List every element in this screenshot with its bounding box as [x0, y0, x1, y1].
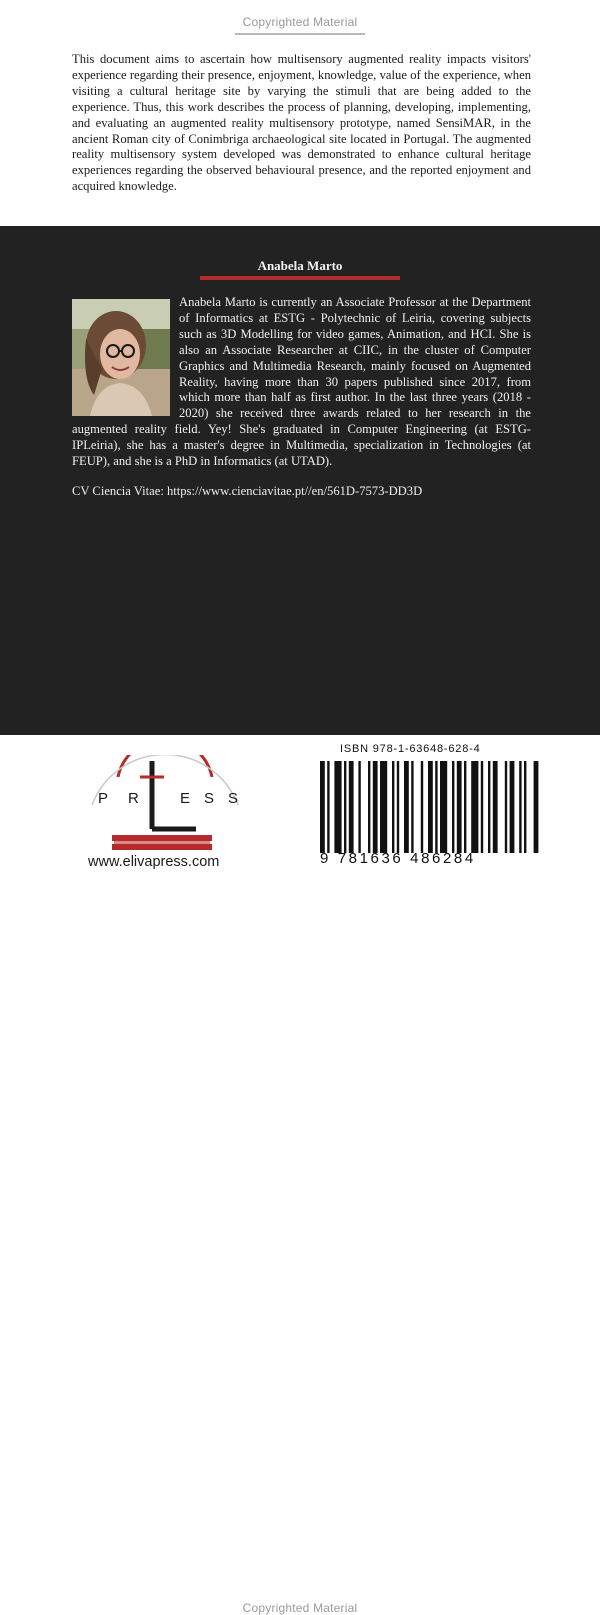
- isbn-text: ISBN 978-1-63648-628-4: [340, 743, 481, 755]
- author-bio-text: Anabela Marto is currently an Associate Professor at the Department of Informatics at ESTG - Polytechnic of Leiria, covering subjects such as 3D Modelling for video games, Animation, and HCI. She is also an Associate Researcher at CIIC, in the cluster of Computer Graphics and Multimedia Research, mainly focused on Augmented Reality, having more than 30 papers published since 2017, from which more than half as first author. In the last three years (2018 - 2020) she received three awards related to her research in the augmented reality field. Yey! She's graduated in Computer Engineering (at ESTG-IPLeiria), she has a master's degree in Multimedia, specialization in Technologies (at FEUP), and she is a PhD in Informatics (at UTAD).: [72, 295, 531, 469]
- author-bio: [72, 295, 531, 470]
- author-name-underline: [200, 276, 400, 280]
- barcode-bar: [464, 761, 466, 853]
- barcode-bar: [524, 761, 526, 853]
- barcode-bar: [440, 761, 447, 853]
- barcode-bar: [327, 761, 329, 853]
- logo-letter-e: E: [180, 790, 191, 807]
- logo-letter-s2: S: [228, 790, 239, 807]
- eliva-press-logo-icon: [80, 755, 250, 863]
- barcode-bar: [380, 761, 387, 853]
- publisher-url: www.elivapress.com: [88, 854, 220, 870]
- barcode-bar: [368, 761, 370, 853]
- barcode-bar: [392, 761, 394, 853]
- barcode-bar: [334, 761, 341, 853]
- barcode-bar: [411, 761, 413, 853]
- barcode-bars: [320, 761, 538, 853]
- barcode-bar: [435, 761, 437, 853]
- barcode-bar: [471, 761, 478, 853]
- barcode-bar: [452, 761, 454, 853]
- abstract-section: [0, 0, 600, 226]
- barcode-bar: [510, 761, 515, 853]
- back-cover-footer: [0, 735, 600, 1615]
- barcode-bar: [349, 761, 354, 853]
- barcode-bar: [320, 761, 325, 853]
- barcode-bar: [404, 761, 409, 853]
- barcode-bar: [519, 761, 521, 853]
- author-name: Anabela Marto: [257, 258, 343, 273]
- barcode-bar: [344, 761, 346, 853]
- barcode-bar: [457, 761, 462, 853]
- barcode-bar: [397, 761, 399, 853]
- barcode-bar: [428, 761, 433, 853]
- abstract-text: This document aims to ascertain how multisensory augmented reality impacts visitors' experience regarding their presence, enjoyment, knowledge, value of the experience, when visiting a cultural heritage site by varying the stimuli that are being added to the experience. Thus, this work describes the process of planning, developing, implementing, and evaluating an augmented reality multisensory prototype, named SensiMAR, in the ancient Roman city of Conimbriga archaeological site located in Portugal. The augmented reality multisensory system developed was demonstrated to enhance cultural heritage experiences regarding the observed behavioural presence, and the reported enjoyment and acquired knowledge.: [72, 52, 531, 194]
- barcode-bar: [493, 761, 498, 853]
- barcode-bar: [358, 761, 360, 853]
- barcode-bar: [488, 761, 490, 853]
- watermark-top: Copyrighted Material: [242, 15, 358, 29]
- author-section: [0, 226, 600, 735]
- barcode-bar: [534, 761, 539, 853]
- watermark-bottom: Copyrighted Material: [242, 1601, 358, 1615]
- author-cv-line: CV Ciencia Vitae: https://www.cienciavitae.pt//en/561D-7573-DD3D: [72, 484, 423, 498]
- logo-letter-s1: S: [204, 790, 215, 807]
- ean-digits: 9 781636 486284: [320, 850, 476, 867]
- logo-letter-r: R: [128, 790, 139, 807]
- barcode-bar: [373, 761, 378, 853]
- watermark-rule: [235, 33, 365, 35]
- logo-letter-p: P: [98, 790, 109, 807]
- barcode-bar: [505, 761, 507, 853]
- barcode-bar: [421, 761, 423, 853]
- barcode-bar: [481, 761, 483, 853]
